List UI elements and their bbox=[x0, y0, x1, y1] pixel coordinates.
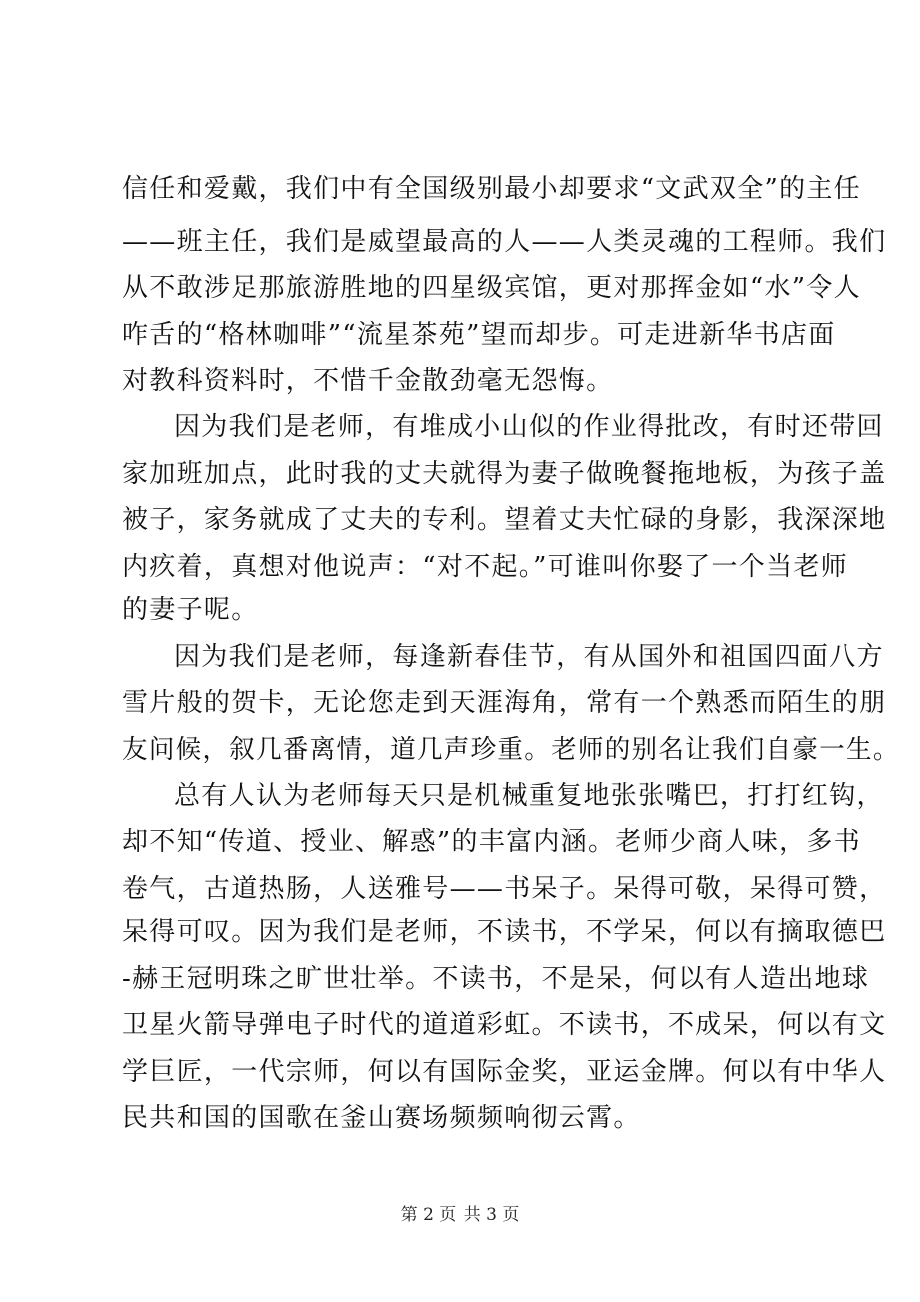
text-line: 内疚着，真想对他说声：“对不起。”可谁叫你娶了一个当老师 bbox=[122, 552, 848, 582]
text-line: 从不敢涉足那旅游胜地的四星级宾馆，更对那挥金如“水”令人 bbox=[122, 273, 861, 303]
text-line: 雪片般的贺卡，无论您走到天涯海角，常有一个熟悉而陌生的朋 bbox=[122, 688, 887, 718]
text-line: ——班主任，我们是威望最高的人——人类灵魂的工程师。我们 bbox=[122, 227, 887, 257]
text-line: 学巨匠，一代宗师，何以有国际金奖，亚运金牌。何以有中华人 bbox=[122, 1057, 887, 1087]
text-line: 却不知“传道、授业、解惑”的丰富内涵。老师少商人味，多书 bbox=[122, 827, 861, 857]
page-footer bbox=[0, 1200, 920, 1225]
text-line: 对教科资料时，不惜千金散劲毫无怨悔。 bbox=[122, 366, 614, 396]
page-number: 第 2 页 bbox=[400, 1205, 457, 1225]
text-line: 家加班加点，此时我的丈夫就得为妻子做晚餐拖地板，为孩子盖 bbox=[122, 459, 887, 489]
page-total: 共 3 页 bbox=[463, 1205, 520, 1225]
text-line: 咋舌的“格林咖啡”“流星茶苑”望而却步。可走进新华书店面 bbox=[122, 320, 836, 350]
text-line: 信任和爱戴，我们中有全国级别最小却要求“文武双全”的主任 bbox=[122, 174, 861, 204]
paragraph-first-line: 因为我们是老师，有堆成小山似的作业得批改，有时还带回 bbox=[174, 412, 884, 442]
text-line: 的妻子呢。 bbox=[122, 595, 259, 625]
text-line: 被子，家务就成了丈夫的专利。望着丈夫忙碌的身影，我深深地 bbox=[122, 505, 887, 535]
paragraph-first-line: 因为我们是老师，每逢新春佳节，有从国外和祖国四面八方 bbox=[174, 642, 884, 672]
text-line: 呆得可叹。因为我们是老师，不读书，不学呆，何以有摘取德巴 bbox=[122, 917, 887, 947]
text-line: -赫王冠明珠之旷世壮举。不读书，不是呆，何以有人造出地球 bbox=[122, 964, 870, 994]
paragraph-first-line: 总有人认为老师每天只是机械重复地张张嘴巴，打打红钩， bbox=[174, 781, 884, 811]
text-line: 卫星火箭导弹电子时代的道道彩虹。不读书，不成呆，何以有文 bbox=[122, 1010, 887, 1040]
text-line: 民共和国的国歌在釜山赛场频频响彻云霄。 bbox=[122, 1103, 641, 1133]
text-line: 友问候，叙几番离情，道几声珍重。老师的别名让我们自豪一生。 bbox=[122, 735, 900, 765]
text-line: 卷气，古道热肠，人送雅号——书呆子。呆得可敬，呆得可赞， bbox=[122, 874, 887, 904]
